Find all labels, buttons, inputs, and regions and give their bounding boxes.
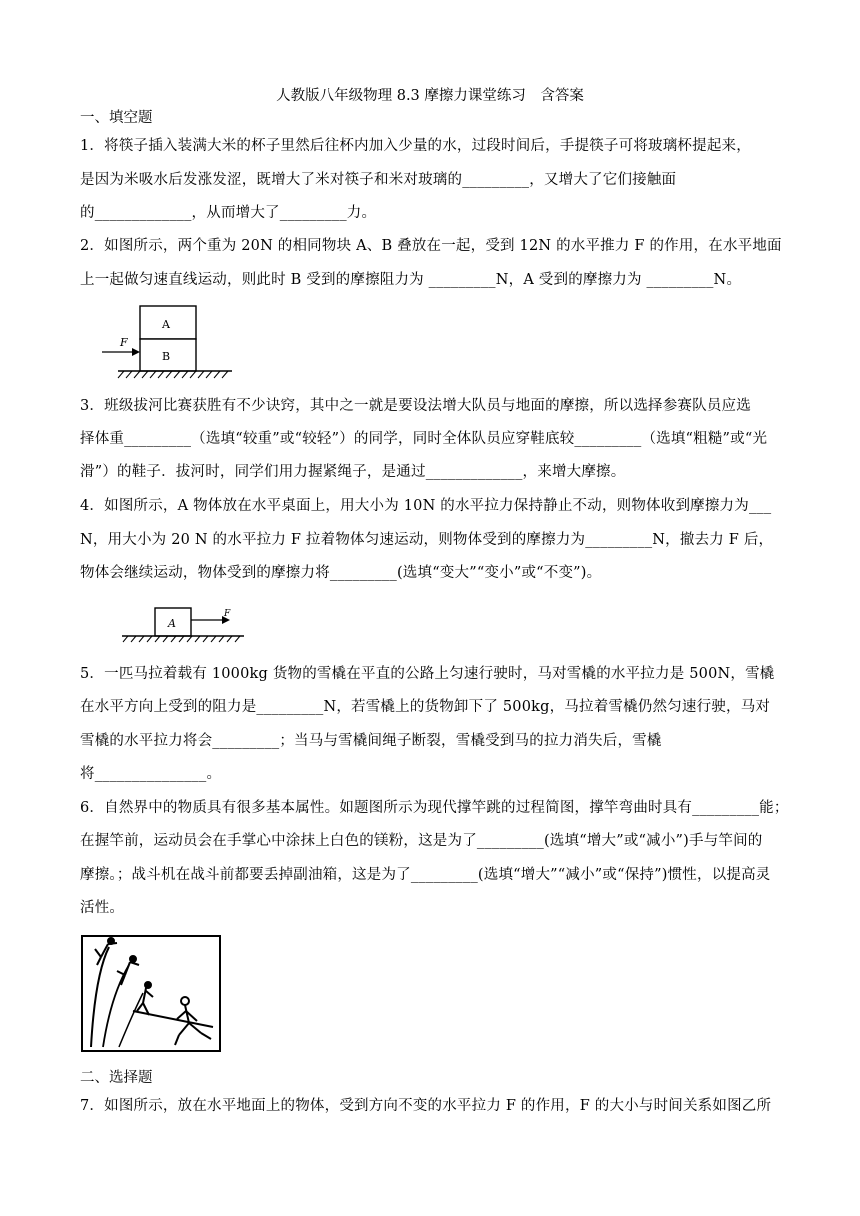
section-heading-multiple-choice: 二、选择题 xyxy=(80,1070,153,1086)
block-a-label: A xyxy=(162,318,170,331)
force-arrow-icon xyxy=(132,348,140,356)
question-1-line-1: 1．将筷子插入装满大米的杯子里然后往杯内加入少量的水，过段时间后，手提筷子可将玻璃杯提起来， xyxy=(80,138,751,154)
section-heading-fill-blank: 一、填空题 xyxy=(80,110,153,126)
question-3-line-1: 3．班级拔河比赛获胜有不少诀窍，其中之一就是要设法增大队员与地面的摩擦，所以选择参赛队员应选 xyxy=(80,398,751,414)
question-6-line-2: 在握竿前，运动员会在手掌心中涂抹上白色的镁粉，这是为了_________(选填“增大”或“减小”)手与竿间的 xyxy=(80,833,763,849)
force-f-label: F xyxy=(224,609,231,619)
question-1-line-2: 是因为米吸水后发涨发涩，既增大了米对筷子和米对玻璃的_________，又增大了它们接触面 xyxy=(80,172,677,188)
question-5-line-1: 5．一匹马拉着载有 1000kg 货物的雪橇在平直的公路上匀速行驶时，马对雪橇的水平拉力是 500N，雪橇 xyxy=(80,666,775,682)
question-5-line-2: 在水平方向上受到的阻力是_________N，若雪橇上的货物卸下了 500kg，马拉着雪橇仍然匀速行驶，马对 xyxy=(80,699,771,715)
question-4-line-1: 4．如图所示，A 物体放在水平桌面上，用大小为 10N 的水平拉力保持静止不动，则物体收到摩擦力为___ xyxy=(80,498,772,514)
question-2-line-1: 2．如图所示，两个重为 20N 的相同物块 A、B 叠放在一起，受到 12N 的水平推力 F 的作用，在水平地面 xyxy=(80,238,782,254)
block-a-label: A xyxy=(168,617,176,630)
force-f-label: F xyxy=(120,336,128,349)
question-5-line-4: 将_______________。 xyxy=(80,766,222,782)
question-3-line-3: 滑”）的鞋子．拔河时，同学们用力握紧绳子，是通过_____________，来增大摩擦。 xyxy=(80,464,626,480)
question-6-line-1: 6．自然界中的物质具有很多基本属性。如题图所示为现代撑竿跳的过程简图，撑竿弯曲时具有_________能； xyxy=(80,800,789,816)
page-title: 人教版八年级物理 8.3 摩擦力课堂练习 含答案 xyxy=(276,88,584,104)
pole-vault-figure xyxy=(81,935,221,1052)
block-b-label: B xyxy=(162,350,171,363)
question-2-line-2: 上一起做匀速直线运动，则此时 B 受到的摩擦阻力为 _________N，A 受到的摩擦力为 _________N。 xyxy=(80,272,742,288)
question-7-line-1: 7．如图所示，放在水平地面上的物体，受到方向不变的水平拉力 F 的作用，F 的大小与时间关系如图乙所 xyxy=(80,1098,772,1114)
question-4-line-2: N，用大小为 20 N 的水平拉力 F 拉着物体匀速运动，则物体受到的摩擦力为_________N，撤去力 F 后， xyxy=(80,532,774,548)
block-pull-figure xyxy=(118,604,248,644)
question-6-line-3: 摩擦。；战斗机在战斗前都要丢掉副油箱，这是为了_________(选填“增大”“减小”或“保持”)惯性，以提高灵 xyxy=(80,867,771,883)
question-5-line-3: 雪橇的水平拉力将会_________；当马与雪橇间绳子断裂，雪橇受到马的拉力消失后，雪橇 xyxy=(80,733,662,749)
question-4-line-3: 物体会继续运动，物体受到的摩擦力将_________(选填“变大”“变小”或“不变”)。 xyxy=(80,565,602,581)
question-6-line-4: 活性。 xyxy=(80,900,125,916)
stacked-blocks-figure xyxy=(100,302,235,380)
question-1-line-3: 的_____________，从而增大了_________力。 xyxy=(80,205,377,221)
question-3-line-2: 择体重_________（选填“较重”或“较轻”）的同学，同时全体队员应穿鞋底较_________（选填“粗糙”或“光 xyxy=(80,431,768,447)
